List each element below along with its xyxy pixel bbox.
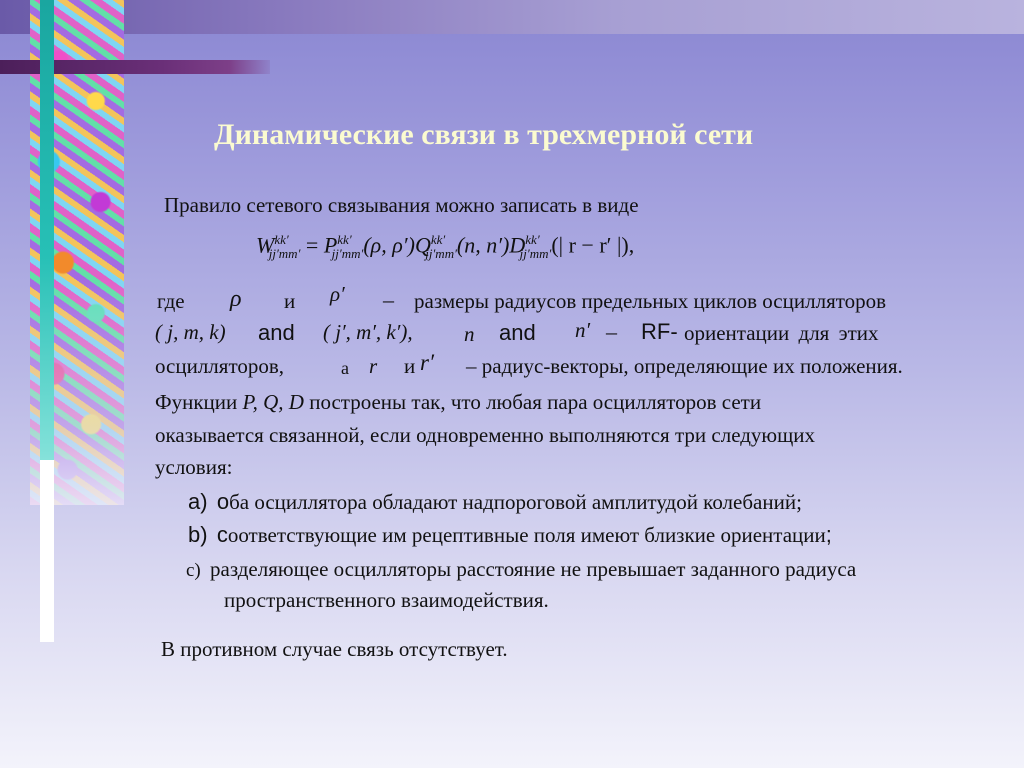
formula-p-sup: kk′ [337, 232, 352, 247]
symbol-rho: ρ [230, 286, 242, 312]
formula-q-sub: jj′mm′ [425, 245, 457, 261]
line6: условия: [155, 455, 233, 479]
formula-p: P [323, 232, 338, 258]
formula-w: W [256, 232, 275, 258]
indices-jmk: ( j, m, k) [155, 320, 226, 344]
formula-w-sup: kk′ [274, 232, 289, 247]
line4-pre: Функции [155, 390, 243, 414]
footer-text: В противном случае связь отсутствует. [161, 637, 508, 661]
condition-b [188, 522, 832, 548]
line3-text: – радиус-векторы, определяющие их положения. [466, 354, 903, 378]
line4 [155, 390, 761, 415]
formula-equals: = [300, 232, 324, 258]
conj-and-1: и [284, 289, 296, 313]
symbol-n-prime: n′ [575, 318, 591, 342]
conj-and-2: и [404, 354, 416, 378]
and-word-1: and [258, 320, 295, 345]
condition-b-marker: b) [188, 522, 208, 547]
line5: оказывается связанной, если одновременно выполняются три следующих [155, 423, 816, 447]
label-gde: где [157, 289, 185, 313]
intro-text: Правило сетевого связывания можно записать в виде [164, 193, 639, 217]
condition-a-text: ба осциллятора обладают надпороговой амплитудой колебаний; [229, 490, 802, 514]
and-word-2: and [499, 320, 536, 345]
formula-d-args: (| r − r′ |), [551, 232, 635, 258]
osc-word: осцилляторов, [155, 354, 285, 378]
condition-b-text: оответствующие им рецептивные поля имеют близкие ориентации [227, 523, 826, 547]
line4-post: построены так, что любая пара осцилляторов сети [303, 390, 762, 414]
condition-b-first: с [216, 522, 228, 547]
symbol-n: n [464, 322, 475, 346]
decorative-white-stripe [40, 460, 54, 642]
formula-q-sup: kk′ [430, 232, 446, 247]
formula-p-args: (ρ, ρ′) [363, 232, 415, 258]
symbol-rho-prime: ρ′ [330, 282, 345, 306]
conj-a: а [341, 358, 349, 378]
condition-c-marker: c) [186, 560, 201, 581]
symbol-r-prime: r′ [420, 350, 434, 375]
formula-d-sub: jj′mm′ [519, 245, 552, 261]
condition-c-text: разделяющее осцилляторы расстояние не превышает заданного радиуса [210, 557, 857, 581]
formula-d-sup: kk′ [525, 232, 540, 247]
formula-q-args: (n, n′) [456, 232, 510, 258]
line4-funcs: P, Q, D [242, 390, 304, 414]
top-decor-band [0, 0, 1024, 34]
formula-p-sub: jj′mm′ [331, 245, 364, 261]
condition-a-marker: a) [188, 489, 208, 514]
symbol-r: r [369, 354, 378, 378]
condition-a [188, 489, 802, 515]
condition-c [186, 557, 856, 582]
condition-a-first: о [216, 489, 230, 514]
dash-2: – [606, 319, 617, 344]
line1-text: размеры радиусов предельных циклов осцилляторов [414, 289, 887, 313]
formula-d: D [509, 232, 526, 258]
line2-text: ориентации для этих [684, 321, 879, 345]
slide-title: Динамические связи в трехмерной сети [214, 118, 754, 151]
formula-q: Q [414, 232, 431, 258]
rf-prefix: RF- [641, 319, 678, 344]
dash-1: – [383, 287, 394, 312]
condition-b-end: ; [825, 522, 832, 547]
formula-w-sub: jj′mm′ [268, 245, 301, 261]
binding-formula [256, 232, 634, 262]
indices-jmk-prime: ( j′, m′, k′), [323, 320, 413, 344]
condition-c-text2: пространственного взаимодействия. [224, 588, 549, 612]
